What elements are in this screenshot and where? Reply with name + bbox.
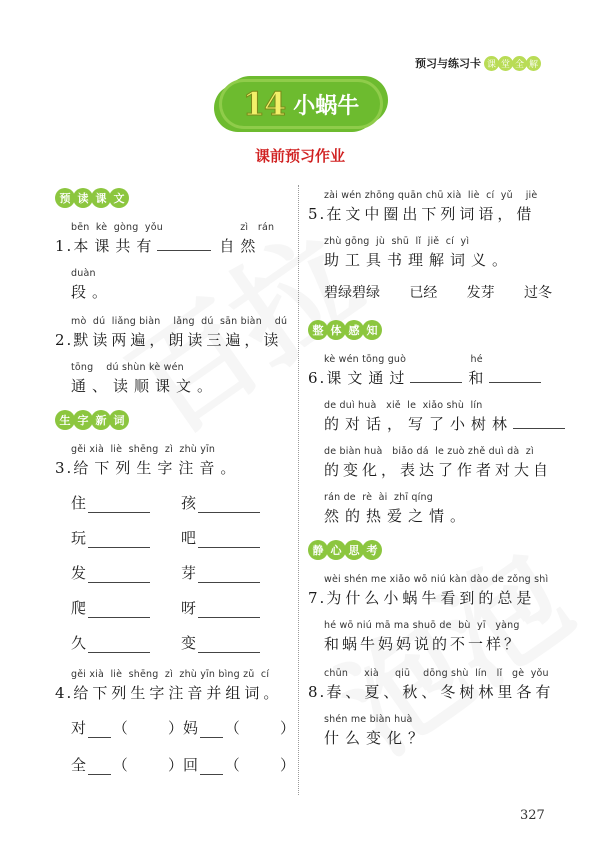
pinyin: shén me biàn huà [324,714,413,725]
pinyin: wèi shén me xiǎo wō niú kàn dào de zǒng shì [324,574,549,585]
paren: ） [167,719,183,737]
answer-blank[interactable] [200,723,223,738]
question-number: 5. [308,205,327,223]
pinyin: gěi xià liè shēng zì zhù yīn [71,444,216,455]
pinyin: tōng dú shùn kè wén [71,362,184,373]
question-text: 给下列生字注音并组词。 [73,684,283,702]
question-text: 自然 [219,237,262,255]
answer-blank[interactable] [88,568,150,583]
question-number: 3. [55,459,74,477]
question-text: 什么变化？ [324,729,430,747]
question-number: 1. [55,237,74,255]
character: 全 [71,756,87,774]
question-text: 为什么小蜗牛看到的总是 [326,589,536,607]
question-text: 通、读顺课文。 [71,377,219,395]
pinyin-answer-grid [55,492,295,653]
character: 久 [71,634,87,652]
character: 回 [183,756,199,774]
question-7 [308,574,548,654]
question-5 [308,190,552,302]
character: 玩 [71,529,87,547]
right-column [308,190,555,762]
question-number: 2. [55,331,74,349]
question-text: 在文中圈出下列词语，借 [326,205,536,223]
pinyin: chūn xià qiū dōng shù lín lǐ gè yǒu [324,668,549,679]
badge-char: 解 [526,56,541,71]
section-badge-preview-reading: 预 读 课 文 [55,188,295,208]
answer-blank[interactable] [88,760,111,775]
answer-blank[interactable] [88,638,150,653]
answer-blank[interactable] [200,760,223,775]
header-label: 预习与练习卡 [415,57,481,70]
character: 呀 [181,599,197,617]
answer-blank[interactable] [198,498,260,513]
header-badge [485,56,541,71]
question-text: 本课共有 [73,237,158,255]
lesson-number: 14 [242,85,286,123]
answer-blank[interactable] [198,603,260,618]
answer-blank[interactable] [198,638,260,653]
character: 爬 [71,599,87,617]
paren: （ [224,719,240,737]
vocab-word: 碧绿碧绿 [324,285,380,301]
paren: ） [279,756,295,774]
lesson-title: 小蜗牛 [293,93,360,119]
section-badge-reflection: 静 心 思 考 [308,540,548,560]
question-2 [55,316,295,396]
question-text: 春、夏、秋、冬树林里各有 [326,683,555,701]
column-divider [298,185,299,795]
character: 孩 [181,494,197,512]
question-text: 段。 [71,283,114,301]
question-8 [308,668,555,748]
question-number: 7. [308,589,327,607]
question-6 [308,354,553,526]
answer-blank[interactable] [513,414,565,429]
pinyin: bēn kè gòng yǒu zì rán [71,222,275,233]
vocab-word: 发芽 [466,285,495,301]
paren: ） [279,719,295,737]
pinyin: kè wén tōng guò hé [324,354,483,365]
paren: （ [112,719,128,737]
character: 吧 [181,529,197,547]
answer-blank[interactable] [88,498,150,513]
left-column [55,188,295,789]
character: 变 [181,634,197,652]
word-answer-grid [55,717,295,775]
character: 对 [71,719,87,737]
section-badge-overall-understanding: 整 体 感 知 [308,320,548,340]
question-number: 6. [308,369,327,387]
answer-blank[interactable] [88,533,150,548]
page-number: 327 [520,808,545,823]
question-3 [55,444,295,653]
answer-blank[interactable] [88,603,150,618]
lesson-title-banner [222,82,380,126]
vocab-word: 过冬 [523,285,552,301]
pinyin: mò dú liǎng biàn lǎng dú sān biàn dú [71,316,288,327]
vocabulary-list [308,282,552,302]
question-text: 默读两遍，朗读三遍，读 [73,331,283,349]
question-text: 的变化，表达了作者对大自 [324,461,553,479]
paren: ） [167,756,183,774]
answer-blank[interactable] [198,533,260,548]
badge-char: 课 [484,56,499,71]
pinyin: hé wō niú mā ma shuō de bù yī yàng [324,620,520,631]
pinyin: gěi xià liè shēng zì zhù yīn bìng zǔ cí [71,669,270,680]
section-badge-new-words: 生 字 新 词 [55,410,295,430]
pinyin: zhù gōng jù shū lǐ jiě cí yì [324,236,470,247]
pinyin: de duì huà xiě le xiǎo shù lín [324,400,483,411]
vocab-word: 已经 [409,285,438,301]
character: 发 [71,564,87,582]
question-number: 8. [308,683,327,701]
pinyin: de biàn huà biǎo dá le zuò zhě duì dà zì [324,446,534,457]
page-subtitle: 课前预习作业 [254,147,345,165]
character: 妈 [183,719,199,737]
question-4 [55,669,295,775]
page-header [415,55,541,71]
pinyin: zài wén zhōng quān chū xià liè cí yǔ jiè [324,190,538,201]
badge-char: 全 [512,56,527,71]
badge-char: 堂 [498,56,513,71]
question-text: 然的热爱之情。 [324,507,472,525]
answer-blank[interactable] [489,368,541,383]
question-text: 的对话，写了小树林 [324,415,514,433]
answer-blank[interactable] [198,568,260,583]
character: 住 [71,494,87,512]
question-text: 课文通过 [326,369,411,387]
pinyin: rán de rè ài zhī qíng [324,492,433,503]
paren: （ [224,756,240,774]
character: 芽 [181,564,197,582]
question-number: 4. [55,684,74,702]
question-text: 助工具书理解词义。 [324,251,514,269]
paren: （ [112,756,128,774]
answer-blank[interactable] [88,723,111,738]
question-text: 和 [468,369,490,387]
answer-blank[interactable] [157,236,211,251]
pinyin: duàn [71,268,96,279]
question-text: 给下列生字注音。 [73,459,242,477]
question-text: 和蜗牛妈妈说的不一样？ [324,635,523,653]
answer-blank[interactable] [410,368,462,383]
question-1 [55,222,295,302]
